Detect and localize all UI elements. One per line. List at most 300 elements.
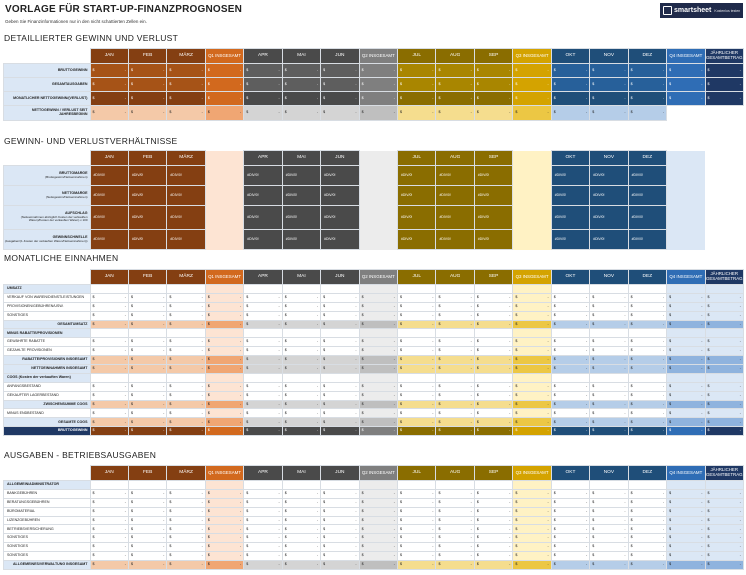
- value-cell[interactable]: [282, 489, 320, 498]
- value-cell[interactable]: [205, 391, 243, 400]
- value-cell[interactable]: [321, 320, 359, 329]
- value-cell[interactable]: [705, 489, 744, 498]
- value-cell[interactable]: [359, 106, 397, 121]
- value-cell[interactable]: [282, 230, 320, 250]
- value-cell[interactable]: [167, 206, 205, 230]
- value-cell[interactable]: [205, 418, 243, 427]
- value-cell[interactable]: [551, 338, 589, 347]
- value-cell[interactable]: [551, 365, 589, 374]
- value-cell[interactable]: [205, 106, 243, 121]
- value-cell[interactable]: [359, 427, 397, 436]
- value-cell[interactable]: [244, 356, 282, 365]
- value-cell[interactable]: [128, 534, 166, 543]
- value-cell[interactable]: [167, 516, 205, 525]
- value-cell[interactable]: [244, 302, 282, 311]
- value-cell[interactable]: [321, 365, 359, 374]
- value-cell[interactable]: [359, 293, 397, 302]
- value-cell[interactable]: [205, 338, 243, 347]
- value-cell[interactable]: [282, 418, 320, 427]
- value-cell[interactable]: [590, 338, 628, 347]
- value-cell[interactable]: [128, 561, 166, 570]
- value-cell[interactable]: [436, 409, 474, 418]
- value-cell[interactable]: [244, 552, 282, 561]
- value-cell[interactable]: [90, 356, 128, 365]
- value-cell[interactable]: [282, 525, 320, 534]
- value-cell[interactable]: [282, 92, 320, 106]
- value-cell[interactable]: [513, 302, 551, 311]
- value-cell[interactable]: [359, 78, 397, 92]
- value-cell[interactable]: [551, 106, 589, 121]
- value-cell[interactable]: [667, 534, 705, 543]
- value-cell[interactable]: [705, 391, 744, 400]
- value-cell[interactable]: [321, 507, 359, 516]
- value-cell[interactable]: [244, 498, 282, 507]
- value-cell[interactable]: [90, 186, 128, 206]
- value-cell[interactable]: [321, 347, 359, 356]
- value-cell[interactable]: [436, 507, 474, 516]
- value-cell[interactable]: [205, 320, 243, 329]
- value-cell[interactable]: [474, 409, 512, 418]
- value-cell[interactable]: [282, 365, 320, 374]
- value-cell[interactable]: [590, 320, 628, 329]
- value-cell[interactable]: [474, 543, 512, 552]
- value-cell[interactable]: [590, 382, 628, 391]
- value-cell[interactable]: [590, 525, 628, 534]
- value-cell[interactable]: [474, 293, 512, 302]
- value-cell[interactable]: [244, 525, 282, 534]
- value-cell[interactable]: [436, 391, 474, 400]
- value-cell[interactable]: [205, 64, 243, 78]
- value-cell[interactable]: [359, 347, 397, 356]
- value-cell[interactable]: [398, 356, 436, 365]
- value-cell[interactable]: [244, 166, 282, 186]
- value-cell[interactable]: [128, 507, 166, 516]
- value-cell[interactable]: [167, 356, 205, 365]
- value-cell[interactable]: [513, 498, 551, 507]
- value-cell[interactable]: [474, 418, 512, 427]
- value-cell[interactable]: [474, 400, 512, 409]
- value-cell[interactable]: [205, 498, 243, 507]
- value-cell[interactable]: [398, 64, 436, 78]
- value-cell[interactable]: [282, 534, 320, 543]
- value-cell[interactable]: [90, 400, 128, 409]
- value-cell[interactable]: [167, 365, 205, 374]
- value-cell[interactable]: [167, 338, 205, 347]
- value-cell[interactable]: [359, 418, 397, 427]
- value-cell[interactable]: [282, 64, 320, 78]
- value-cell[interactable]: [474, 230, 512, 250]
- value-cell[interactable]: [321, 206, 359, 230]
- value-cell[interactable]: [282, 106, 320, 121]
- value-cell[interactable]: [628, 64, 666, 78]
- value-cell[interactable]: [282, 347, 320, 356]
- value-cell[interactable]: [282, 427, 320, 436]
- value-cell[interactable]: [474, 516, 512, 525]
- value-cell[interactable]: [667, 552, 705, 561]
- value-cell[interactable]: [667, 356, 705, 365]
- value-cell[interactable]: [667, 311, 705, 320]
- value-cell[interactable]: [436, 356, 474, 365]
- value-cell[interactable]: [667, 409, 705, 418]
- value-cell[interactable]: [128, 320, 166, 329]
- value-cell[interactable]: [359, 507, 397, 516]
- value-cell[interactable]: [359, 552, 397, 561]
- value-cell[interactable]: [90, 409, 128, 418]
- value-cell[interactable]: [282, 320, 320, 329]
- value-cell[interactable]: [321, 498, 359, 507]
- value-cell[interactable]: [551, 382, 589, 391]
- value-cell[interactable]: [90, 543, 128, 552]
- value-cell[interactable]: [282, 400, 320, 409]
- value-cell[interactable]: [90, 106, 128, 121]
- value-cell[interactable]: [628, 206, 666, 230]
- value-cell[interactable]: [321, 382, 359, 391]
- value-cell[interactable]: [590, 230, 628, 250]
- value-cell[interactable]: [321, 418, 359, 427]
- value-cell[interactable]: [398, 230, 436, 250]
- value-cell[interactable]: [128, 311, 166, 320]
- value-cell[interactable]: [590, 427, 628, 436]
- value-cell[interactable]: [667, 64, 705, 78]
- value-cell[interactable]: [551, 427, 589, 436]
- value-cell[interactable]: [167, 498, 205, 507]
- value-cell[interactable]: [551, 356, 589, 365]
- value-cell[interactable]: [398, 206, 436, 230]
- value-cell[interactable]: [628, 166, 666, 186]
- value-cell[interactable]: [90, 489, 128, 498]
- value-cell[interactable]: [628, 311, 666, 320]
- value-cell[interactable]: [359, 365, 397, 374]
- value-cell[interactable]: [282, 166, 320, 186]
- value-cell[interactable]: [667, 293, 705, 302]
- value-cell[interactable]: [90, 311, 128, 320]
- value-cell[interactable]: [590, 552, 628, 561]
- value-cell[interactable]: [628, 186, 666, 206]
- value-cell[interactable]: [282, 338, 320, 347]
- value-cell[interactable]: [90, 302, 128, 311]
- value-cell[interactable]: [205, 543, 243, 552]
- value-cell[interactable]: [474, 186, 512, 206]
- value-cell[interactable]: [474, 498, 512, 507]
- value-cell[interactable]: [244, 206, 282, 230]
- value-cell[interactable]: [167, 489, 205, 498]
- value-cell[interactable]: [705, 543, 744, 552]
- value-cell[interactable]: [436, 92, 474, 106]
- value-cell[interactable]: [128, 166, 166, 186]
- value-cell[interactable]: [321, 293, 359, 302]
- value-cell[interactable]: [90, 230, 128, 250]
- value-cell[interactable]: [513, 391, 551, 400]
- value-cell[interactable]: [551, 92, 589, 106]
- value-cell[interactable]: [128, 64, 166, 78]
- value-cell[interactable]: [436, 516, 474, 525]
- value-cell[interactable]: [628, 409, 666, 418]
- value-cell[interactable]: [282, 186, 320, 206]
- value-cell[interactable]: [590, 507, 628, 516]
- value-cell[interactable]: [590, 302, 628, 311]
- value-cell[interactable]: [590, 206, 628, 230]
- value-cell[interactable]: [628, 543, 666, 552]
- value-cell[interactable]: [667, 78, 705, 92]
- value-cell[interactable]: [205, 78, 243, 92]
- value-cell[interactable]: [590, 64, 628, 78]
- value-cell[interactable]: [628, 78, 666, 92]
- value-cell[interactable]: [398, 382, 436, 391]
- value-cell[interactable]: [398, 302, 436, 311]
- value-cell[interactable]: [167, 391, 205, 400]
- value-cell[interactable]: [513, 507, 551, 516]
- value-cell[interactable]: [128, 347, 166, 356]
- value-cell[interactable]: [551, 498, 589, 507]
- value-cell[interactable]: [90, 206, 128, 230]
- value-cell[interactable]: [128, 400, 166, 409]
- value-cell[interactable]: [590, 409, 628, 418]
- value-cell[interactable]: [628, 489, 666, 498]
- value-cell[interactable]: [359, 400, 397, 409]
- value-cell[interactable]: [513, 78, 551, 92]
- value-cell[interactable]: [128, 338, 166, 347]
- value-cell[interactable]: [90, 427, 128, 436]
- value-cell[interactable]: [590, 356, 628, 365]
- value-cell[interactable]: [474, 561, 512, 570]
- value-cell[interactable]: [167, 382, 205, 391]
- value-cell[interactable]: [667, 561, 705, 570]
- value-cell[interactable]: [282, 391, 320, 400]
- value-cell[interactable]: [628, 400, 666, 409]
- value-cell[interactable]: [128, 92, 166, 106]
- value-cell[interactable]: [705, 427, 744, 436]
- value-cell[interactable]: [667, 92, 705, 106]
- value-cell[interactable]: [90, 525, 128, 534]
- value-cell[interactable]: [436, 552, 474, 561]
- value-cell[interactable]: [474, 552, 512, 561]
- value-cell[interactable]: [244, 92, 282, 106]
- value-cell[interactable]: [205, 365, 243, 374]
- value-cell[interactable]: [398, 409, 436, 418]
- value-cell[interactable]: [474, 382, 512, 391]
- value-cell[interactable]: [321, 338, 359, 347]
- value-cell[interactable]: [244, 311, 282, 320]
- value-cell[interactable]: [128, 302, 166, 311]
- value-cell[interactable]: [90, 418, 128, 427]
- value-cell[interactable]: [398, 534, 436, 543]
- value-cell[interactable]: [359, 382, 397, 391]
- value-cell[interactable]: [128, 230, 166, 250]
- value-cell[interactable]: [474, 92, 512, 106]
- value-cell[interactable]: [667, 302, 705, 311]
- value-cell[interactable]: [205, 92, 243, 106]
- value-cell[interactable]: [282, 382, 320, 391]
- value-cell[interactable]: [321, 489, 359, 498]
- value-cell[interactable]: [705, 365, 744, 374]
- value-cell[interactable]: [628, 356, 666, 365]
- value-cell[interactable]: [474, 106, 512, 121]
- value-cell[interactable]: [705, 400, 744, 409]
- value-cell[interactable]: [90, 338, 128, 347]
- value-cell[interactable]: [398, 365, 436, 374]
- value-cell[interactable]: [667, 427, 705, 436]
- value-cell[interactable]: [321, 561, 359, 570]
- value-cell[interactable]: [167, 320, 205, 329]
- value-cell[interactable]: [667, 525, 705, 534]
- value-cell[interactable]: [90, 534, 128, 543]
- value-cell[interactable]: [667, 320, 705, 329]
- value-cell[interactable]: [590, 92, 628, 106]
- value-cell[interactable]: [436, 400, 474, 409]
- value-cell[interactable]: [321, 409, 359, 418]
- value-cell[interactable]: [474, 64, 512, 78]
- value-cell[interactable]: [590, 400, 628, 409]
- value-cell[interactable]: [628, 320, 666, 329]
- value-cell[interactable]: [244, 382, 282, 391]
- value-cell[interactable]: [551, 552, 589, 561]
- value-cell[interactable]: [628, 552, 666, 561]
- value-cell[interactable]: [436, 347, 474, 356]
- value-cell[interactable]: [705, 561, 744, 570]
- value-cell[interactable]: [398, 516, 436, 525]
- value-cell[interactable]: [167, 409, 205, 418]
- value-cell[interactable]: [513, 338, 551, 347]
- value-cell[interactable]: [628, 391, 666, 400]
- value-cell[interactable]: [590, 365, 628, 374]
- value-cell[interactable]: [167, 552, 205, 561]
- value-cell[interactable]: [590, 418, 628, 427]
- value-cell[interactable]: [474, 78, 512, 92]
- value-cell[interactable]: [321, 78, 359, 92]
- value-cell[interactable]: [705, 409, 744, 418]
- value-cell[interactable]: [90, 320, 128, 329]
- value-cell[interactable]: [474, 525, 512, 534]
- value-cell[interactable]: [321, 400, 359, 409]
- value-cell[interactable]: [205, 311, 243, 320]
- value-cell[interactable]: [705, 382, 744, 391]
- value-cell[interactable]: [436, 382, 474, 391]
- value-cell[interactable]: [282, 543, 320, 552]
- value-cell[interactable]: [282, 302, 320, 311]
- value-cell[interactable]: [205, 400, 243, 409]
- value-cell[interactable]: [244, 365, 282, 374]
- value-cell[interactable]: [590, 516, 628, 525]
- value-cell[interactable]: [128, 489, 166, 498]
- value-cell[interactable]: [205, 302, 243, 311]
- value-cell[interactable]: [513, 418, 551, 427]
- value-cell[interactable]: [436, 320, 474, 329]
- value-cell[interactable]: [359, 92, 397, 106]
- value-cell[interactable]: [359, 320, 397, 329]
- value-cell[interactable]: [667, 418, 705, 427]
- value-cell[interactable]: [667, 400, 705, 409]
- value-cell[interactable]: [474, 427, 512, 436]
- value-cell[interactable]: [436, 206, 474, 230]
- value-cell[interactable]: [205, 534, 243, 543]
- value-cell[interactable]: [128, 106, 166, 121]
- value-cell[interactable]: [436, 302, 474, 311]
- value-cell[interactable]: [474, 347, 512, 356]
- value-cell[interactable]: [359, 338, 397, 347]
- value-cell[interactable]: [398, 552, 436, 561]
- value-cell[interactable]: [667, 391, 705, 400]
- value-cell[interactable]: [628, 302, 666, 311]
- value-cell[interactable]: [205, 525, 243, 534]
- value-cell[interactable]: [398, 489, 436, 498]
- value-cell[interactable]: [474, 302, 512, 311]
- value-cell[interactable]: [282, 409, 320, 418]
- value-cell[interactable]: [167, 64, 205, 78]
- value-cell[interactable]: [513, 409, 551, 418]
- value-cell[interactable]: [167, 293, 205, 302]
- value-cell[interactable]: [167, 166, 205, 186]
- value-cell[interactable]: [321, 186, 359, 206]
- value-cell[interactable]: [205, 409, 243, 418]
- value-cell[interactable]: [128, 186, 166, 206]
- value-cell[interactable]: [436, 427, 474, 436]
- value-cell[interactable]: [513, 311, 551, 320]
- value-cell[interactable]: [628, 498, 666, 507]
- value-cell[interactable]: [167, 427, 205, 436]
- value-cell[interactable]: [474, 311, 512, 320]
- value-cell[interactable]: [551, 206, 589, 230]
- value-cell[interactable]: [551, 525, 589, 534]
- value-cell[interactable]: [90, 498, 128, 507]
- value-cell[interactable]: [90, 64, 128, 78]
- value-cell[interactable]: [551, 230, 589, 250]
- value-cell[interactable]: [474, 338, 512, 347]
- value-cell[interactable]: [551, 78, 589, 92]
- value-cell[interactable]: [513, 427, 551, 436]
- value-cell[interactable]: [321, 106, 359, 121]
- value-cell[interactable]: [628, 365, 666, 374]
- value-cell[interactable]: [667, 382, 705, 391]
- value-cell[interactable]: [167, 507, 205, 516]
- value-cell[interactable]: [436, 166, 474, 186]
- value-cell[interactable]: [551, 400, 589, 409]
- value-cell[interactable]: [398, 92, 436, 106]
- value-cell[interactable]: [628, 427, 666, 436]
- value-cell[interactable]: [513, 534, 551, 543]
- value-cell[interactable]: [167, 534, 205, 543]
- value-cell[interactable]: [705, 347, 744, 356]
- value-cell[interactable]: [705, 356, 744, 365]
- value-cell[interactable]: [436, 498, 474, 507]
- value-cell[interactable]: [282, 516, 320, 525]
- value-cell[interactable]: [205, 516, 243, 525]
- value-cell[interactable]: [628, 106, 666, 121]
- value-cell[interactable]: [398, 293, 436, 302]
- value-cell[interactable]: [398, 418, 436, 427]
- value-cell[interactable]: [205, 356, 243, 365]
- value-cell[interactable]: [244, 409, 282, 418]
- value-cell[interactable]: [705, 552, 744, 561]
- value-cell[interactable]: [282, 293, 320, 302]
- value-cell[interactable]: [282, 561, 320, 570]
- value-cell[interactable]: [244, 427, 282, 436]
- value-cell[interactable]: [474, 507, 512, 516]
- value-cell[interactable]: [167, 543, 205, 552]
- value-cell[interactable]: [628, 561, 666, 570]
- value-cell[interactable]: [590, 347, 628, 356]
- value-cell[interactable]: [90, 516, 128, 525]
- value-cell[interactable]: [436, 106, 474, 121]
- value-cell[interactable]: [244, 489, 282, 498]
- value-cell[interactable]: [244, 320, 282, 329]
- value-cell[interactable]: [513, 543, 551, 552]
- value-cell[interactable]: [321, 427, 359, 436]
- value-cell[interactable]: [244, 347, 282, 356]
- value-cell[interactable]: [705, 534, 744, 543]
- value-cell[interactable]: [436, 311, 474, 320]
- value-cell[interactable]: [282, 78, 320, 92]
- value-cell[interactable]: [205, 382, 243, 391]
